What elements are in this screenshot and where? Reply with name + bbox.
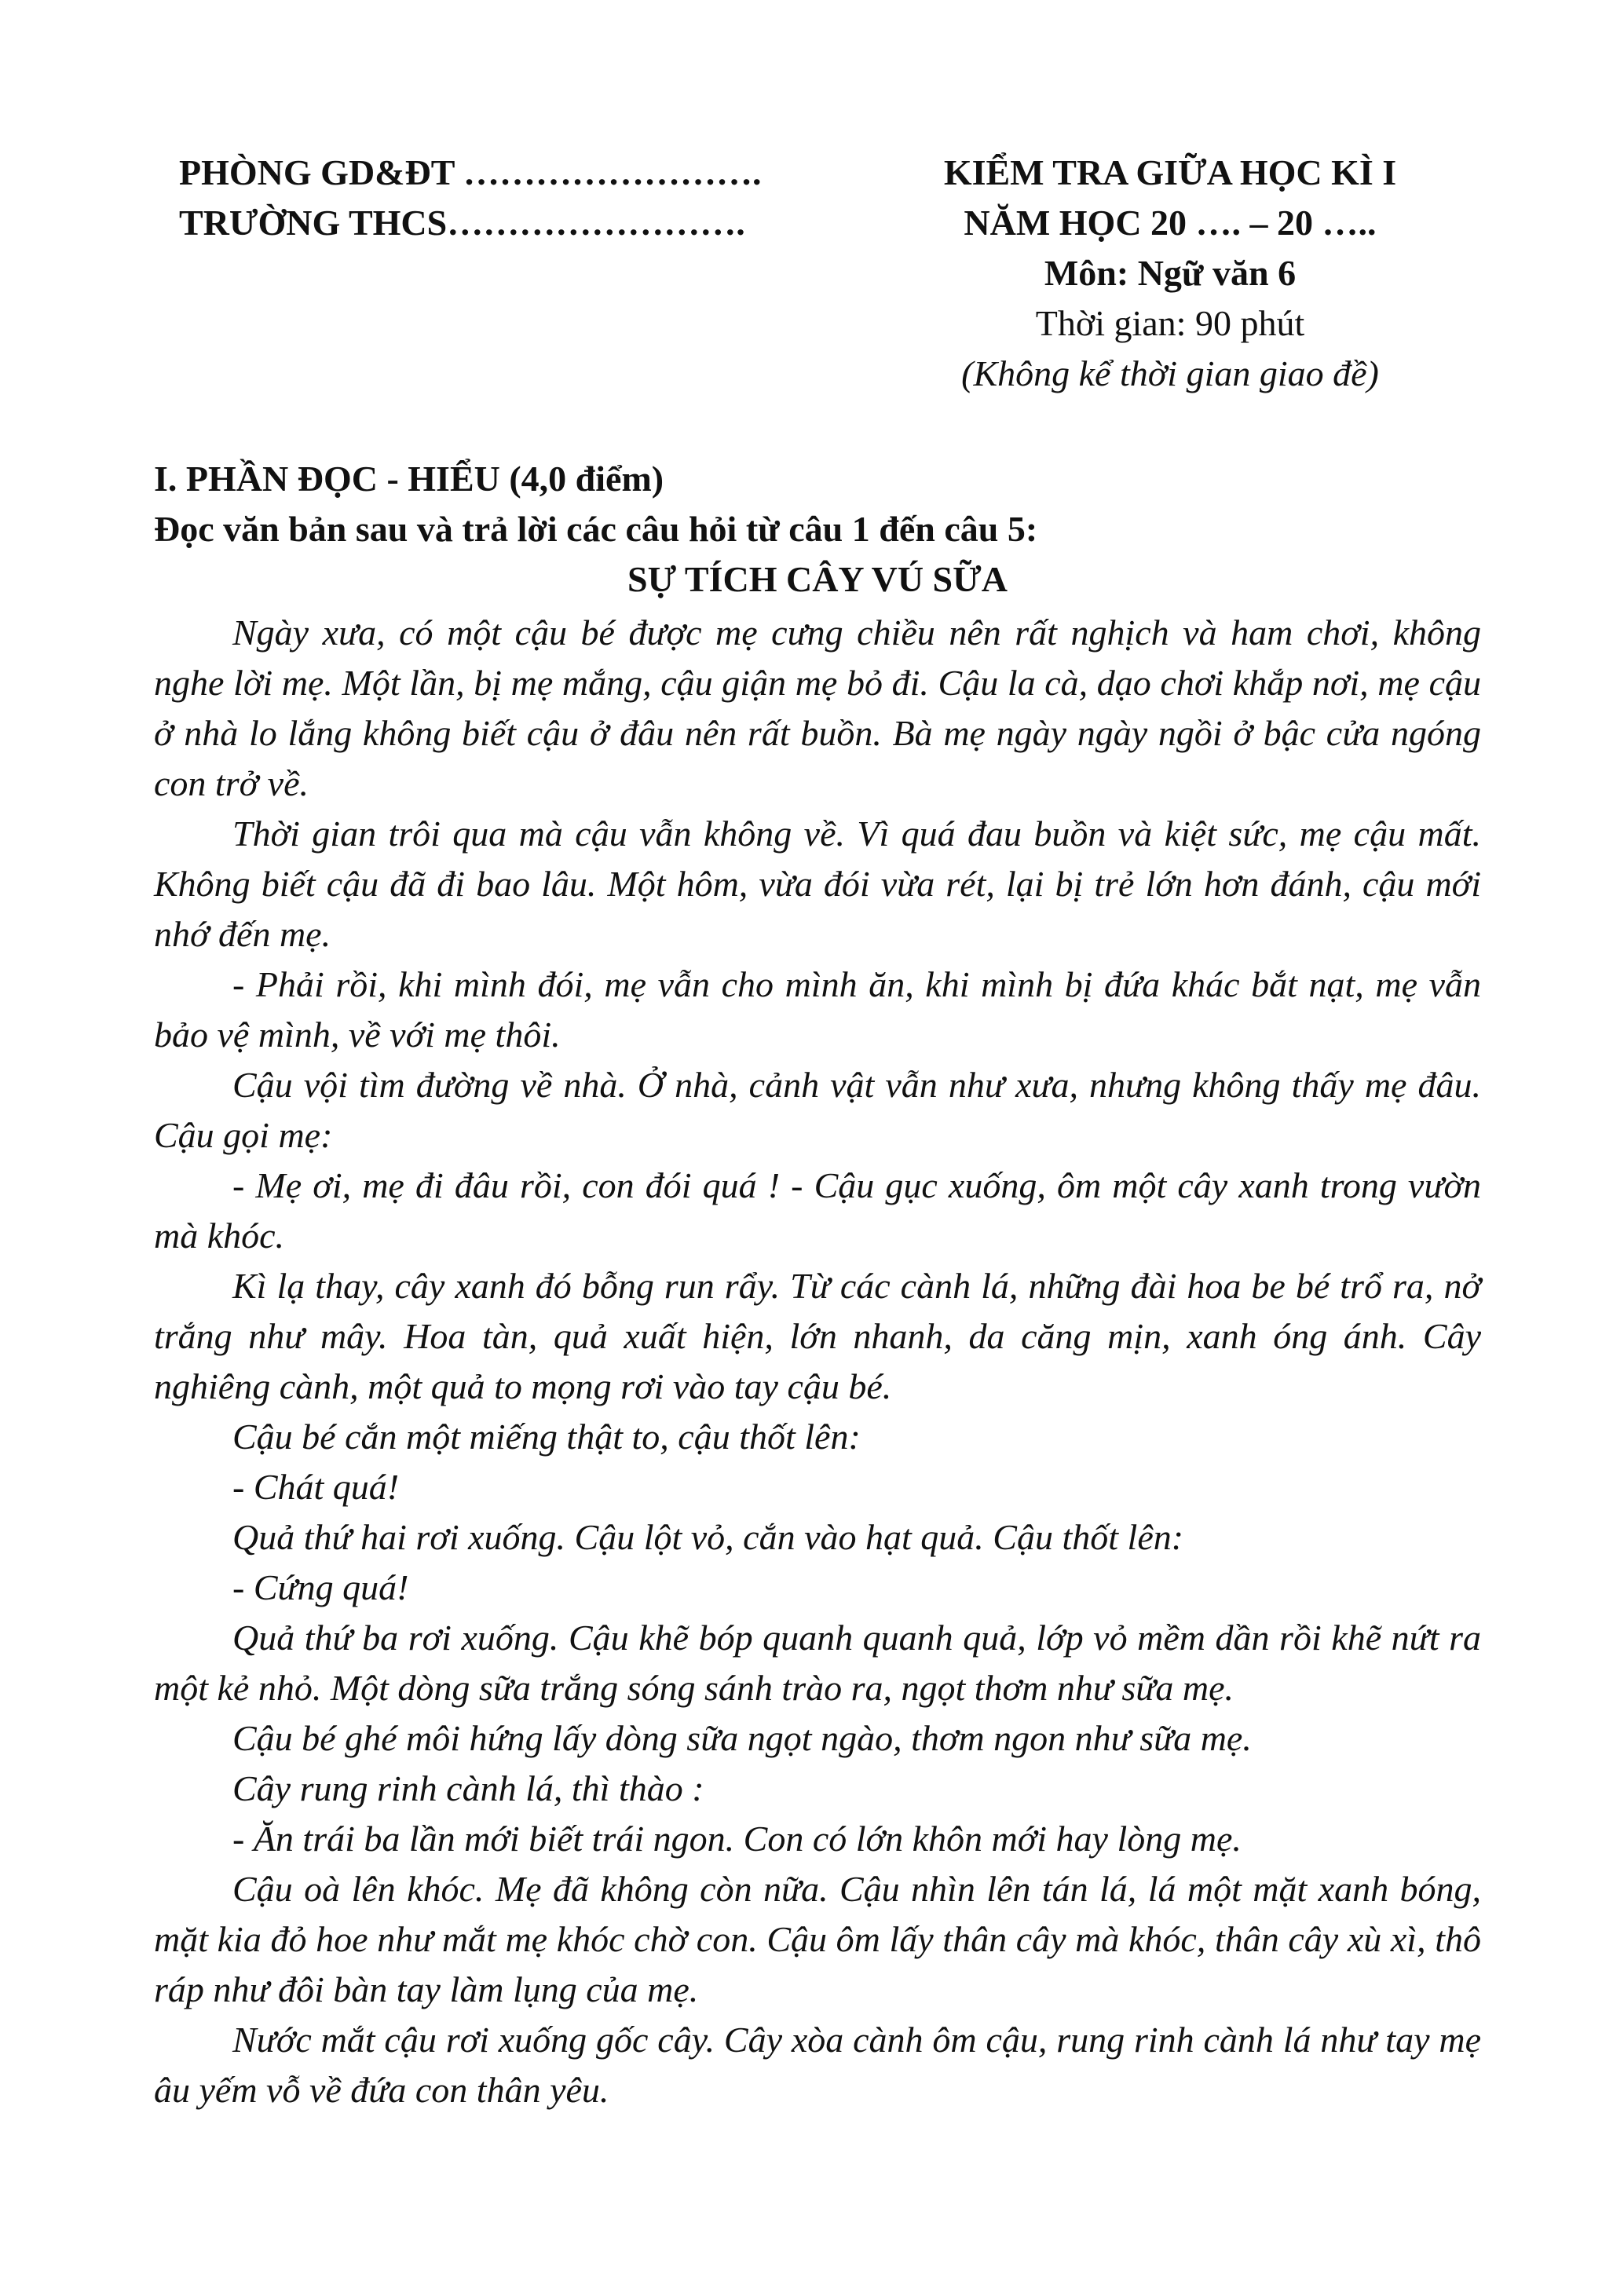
story-paragraph: Cậu bé cắn một miếng thật to, cậu thốt lên: bbox=[232, 1417, 861, 1457]
exam-header bbox=[864, 148, 1476, 399]
story-paragraph: Ngày xưa, có một cậu bé được mẹ cưng chiều nên rất nghịch và ham chơi, không nghe lời mẹ. Một lần, bị mẹ mắng, cậu giận mẹ bỏ đi. Cậu la cà, dạo chơi khắp nơi, mẹ cậu ở nhà lo lắng không biết cậu ở đâu nên rất buồn. Bà mẹ ngày ngày ngồi ở bậc cửa ngóng con trở về. bbox=[154, 612, 1481, 803]
story-text bbox=[154, 608, 1481, 2115]
story-paragraph: - Chát quá! bbox=[232, 1467, 400, 1507]
subject: Môn: Ngữ văn 6 bbox=[1044, 253, 1297, 293]
story-paragraph: Quả thứ ba rơi xuống. Cậu khẽ bóp quanh quanh quả, lớp vỏ mềm dần rồi khẽ nứt ra một kẻ nhỏ. Một dòng sữa trắng sóng sánh trào ra, ngọt thơm như sữa mẹ. bbox=[154, 1618, 1481, 1708]
section-heading: I. PHẦN ĐỌC - HIỂU (4,0 điểm) bbox=[154, 459, 664, 499]
story-paragraph: Cây rung rinh cành lá, thì thào : bbox=[232, 1768, 704, 1808]
duration-note: (Không kể thời gian giao đề) bbox=[961, 353, 1379, 393]
story-paragraph: Nước mắt cậu rơi xuống gốc cây. Cây xòa cành ôm cậu, rung rinh cành lá như tay mẹ âu yếm vỗ về đứa con thân yêu. bbox=[154, 2020, 1481, 2110]
exam-title: KIỂM TRA GIỮA HỌC KÌ I bbox=[943, 152, 1397, 192]
story-paragraph: Cậu oà lên khóc. Mẹ đã không còn nữa. Cậu nhìn lên tán lá, lá một mặt xanh bóng, mặt kia đỏ hoe như mắt mẹ khóc chờ con. Cậu ôm lấy thân cây mà khóc, thân cây xù xì, thô ráp như đôi bàn tay làm lụng của mẹ. bbox=[154, 1869, 1481, 2009]
story-paragraph: Quả thứ hai rơi xuống. Cậu lột vỏ, cắn vào hạt quả. Cậu thốt lên: bbox=[232, 1517, 1184, 1557]
school-year: NĂM HỌC 20 …. – 20 ….. bbox=[964, 203, 1377, 243]
story-paragraph: Kì lạ thay, cây xanh đó bỗng run rẩy. Từ các cành lá, những đài hoa be bé trổ ra, nở trắng như mây. Hoa tàn, quả xuất hiện, lớn nhanh, da căng mịn, xanh óng ánh. Cây nghiêng cành, một quả to mọng rơi vào tay cậu bé. bbox=[154, 1266, 1481, 1406]
department-line: PHÒNG GD&ĐT ……………………. bbox=[179, 152, 762, 192]
story-paragraph: - Cứng quá! bbox=[232, 1567, 409, 1607]
story-paragraph: Cậu bé ghé môi hứng lấy dòng sữa ngọt ngào, thơm ngon như sữa mẹ. bbox=[232, 1718, 1252, 1758]
story-paragraph: Thời gian trôi qua mà cậu vẫn không về. Vì quá đau buồn và kiệt sức, mẹ cậu mất. Không biết cậu đã đi bao lâu. Một hôm, vừa đói vừa rét, lại bị trẻ lớn hơn đánh, cậu mới nhớ đến mẹ. bbox=[154, 813, 1481, 954]
story-paragraph: Cậu vội tìm đường về nhà. Ở nhà, cảnh vật vẫn như xưa, nhưng không thấy mẹ đâu. Cậu gọi mẹ: bbox=[154, 1065, 1481, 1155]
duration: Thời gian: 90 phút bbox=[1035, 303, 1305, 343]
story-paragraph: - Phải rồi, khi mình đói, mẹ vẫn cho mình ăn, khi mình bị đứa khác bắt nạt, mẹ vẫn bảo vệ mình, về với mẹ thôi. bbox=[154, 964, 1481, 1055]
story-paragraph: - Ăn trái ba lần mới biết trái ngon. Con có lớn khôn mới hay lòng mẹ. bbox=[232, 1819, 1242, 1859]
story-title: SỰ TÍCH CÂY VÚ SỮA bbox=[627, 559, 1008, 599]
school-line: TRƯỜNG THCS……………………. bbox=[179, 203, 745, 243]
school-header bbox=[179, 148, 823, 248]
story-paragraph: - Mẹ ơi, mẹ đi đâu rồi, con đói quá ! - Cậu gục xuống, ôm một cây xanh trong vườn mà khóc. bbox=[154, 1165, 1481, 1256]
section-instruction: Đọc văn bản sau và trả lời các câu hỏi từ câu 1 đến câu 5: bbox=[154, 509, 1038, 549]
